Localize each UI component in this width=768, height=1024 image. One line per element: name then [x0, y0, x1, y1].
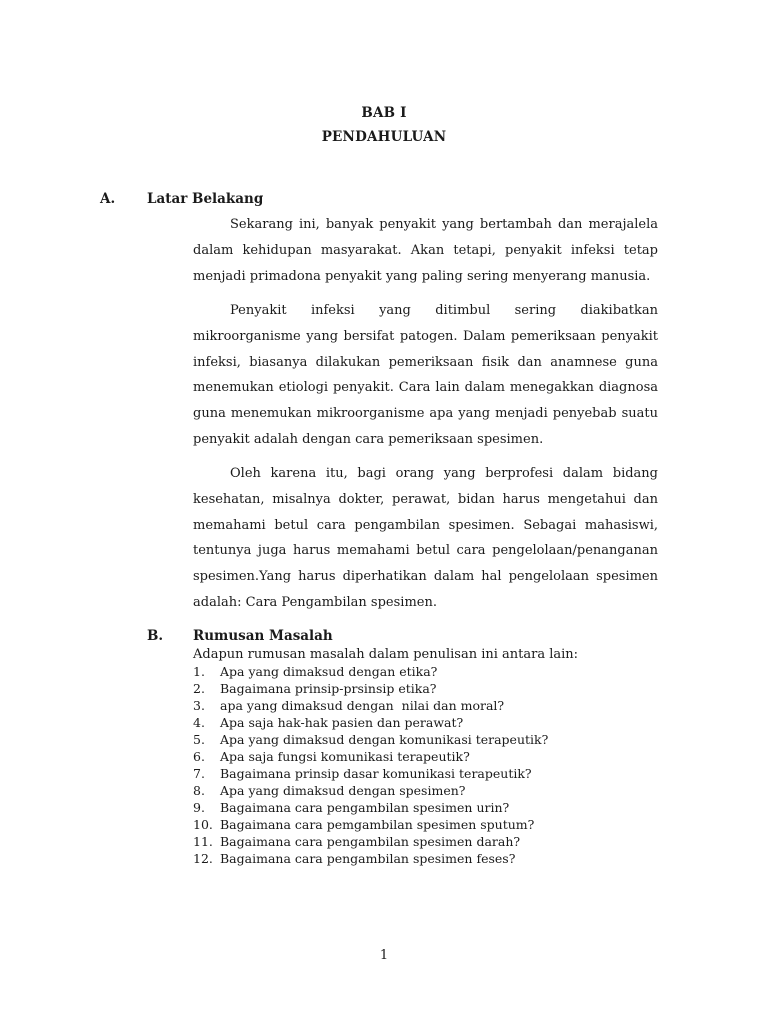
list-item-number: 5. [193, 732, 205, 747]
page-number: 1 [379, 948, 389, 963]
list-item [193, 731, 653, 748]
section-a-number: A. [100, 191, 116, 207]
list-item [193, 850, 653, 867]
list-item-text: Bagaimana cara pemgambilan spesimen sputum? [220, 817, 535, 832]
list-item-text: Bagaimana cara pengambilan spesimen feses? [220, 851, 516, 866]
list-item-text: apa yang dimaksud dengan nilai dan moral? [220, 698, 505, 713]
list-item [193, 782, 653, 799]
paragraph: Sekarang ini, banyak penyakit yang bertambah dan merajalela dalam kehidupan masyarakat. Akan tetapi, penyakit infeksi tetap menjadi primadona penyakit yang paling sering menyerang manusia. [193, 217, 658, 284]
list-item-text: Bagaimana cara pengambilan spesimen urin? [220, 800, 510, 815]
list-item-number: 12. [193, 851, 213, 866]
list-item [193, 816, 653, 833]
section-a-title: Latar Belakang [147, 191, 264, 207]
list-item-number: 8. [193, 783, 205, 798]
list-item-text: Apa yang dimaksud dengan spesimen? [220, 783, 466, 798]
paragraph: Oleh karena itu, bagi orang yang berprofesi dalam bidang kesehatan, misalnya dokter, perawat, bidan harus mengetahui dan memahami betul cara pengambilan spesimen. Sebagai mahasiswi, tentunya juga harus memahami betul cara pengelolaan/penanganan spesimen.Yang harus diperhatikan dalam hal pengelolaan spesimen adalah: Cara Pengambilan spesimen. [193, 466, 658, 610]
list-item-text: Apa saja fungsi komunikasi terapeutik? [220, 749, 470, 764]
list-item-text: Bagaimana prinsip dasar komunikasi terapeutik? [220, 766, 532, 781]
list-item-number: 3. [193, 698, 205, 713]
list-item-number: 11. [193, 834, 213, 849]
list-item-text: Apa yang dimaksud dengan etika? [220, 664, 438, 679]
list-item [193, 680, 653, 697]
list-item [193, 833, 653, 850]
question-list [193, 663, 653, 867]
list-item-number: 2. [193, 681, 205, 696]
list-item [193, 714, 653, 731]
list-item-number: 10. [193, 817, 213, 832]
list-item-number: 7. [193, 766, 205, 781]
chapter-title: PENDAHULUAN [321, 129, 447, 145]
list-item-number: 6. [193, 749, 205, 764]
chapter-label: BAB I [361, 105, 407, 121]
section-b-title: Rumusan Masalah [193, 628, 333, 644]
list-item-text: Apa saja hak-hak pasien dan perawat? [220, 715, 464, 730]
list-item-text: Bagaimana prinsip-prsinsip etika? [220, 681, 437, 696]
list-item-number: 9. [193, 800, 205, 815]
list-item-number: 4. [193, 715, 205, 730]
section-b-number: B. [147, 628, 164, 644]
list-item-text: Apa yang dimaksud dengan komunikasi terapeutik? [220, 732, 549, 747]
list-item-text: Bagaimana cara pengambilan spesimen darah? [220, 834, 521, 849]
list-item [193, 748, 653, 765]
list-item [193, 697, 653, 714]
paragraph: Penyakit infeksi yang ditimbul sering diakibatkan mikroorganisme yang bersifat patogen. Dalam pemeriksaan penyakit infeksi, biasanya dilakukan pemeriksaan fisik dan anamnese guna menemukan etiologi penyakit. Cara lain dalam menegakkan diagnosa guna menemukan mikroorganisme apa yang menjadi penyebab suatu penyakit adalah dengan cara pemeriksaan spesimen. [193, 303, 658, 447]
list-item [193, 799, 653, 816]
list-item [193, 765, 653, 782]
list-item [193, 663, 653, 680]
section-b-intro: Adapun rumusan masalah dalam penulisan ini antara lain: [193, 647, 579, 662]
list-item-number: 1. [193, 664, 205, 679]
